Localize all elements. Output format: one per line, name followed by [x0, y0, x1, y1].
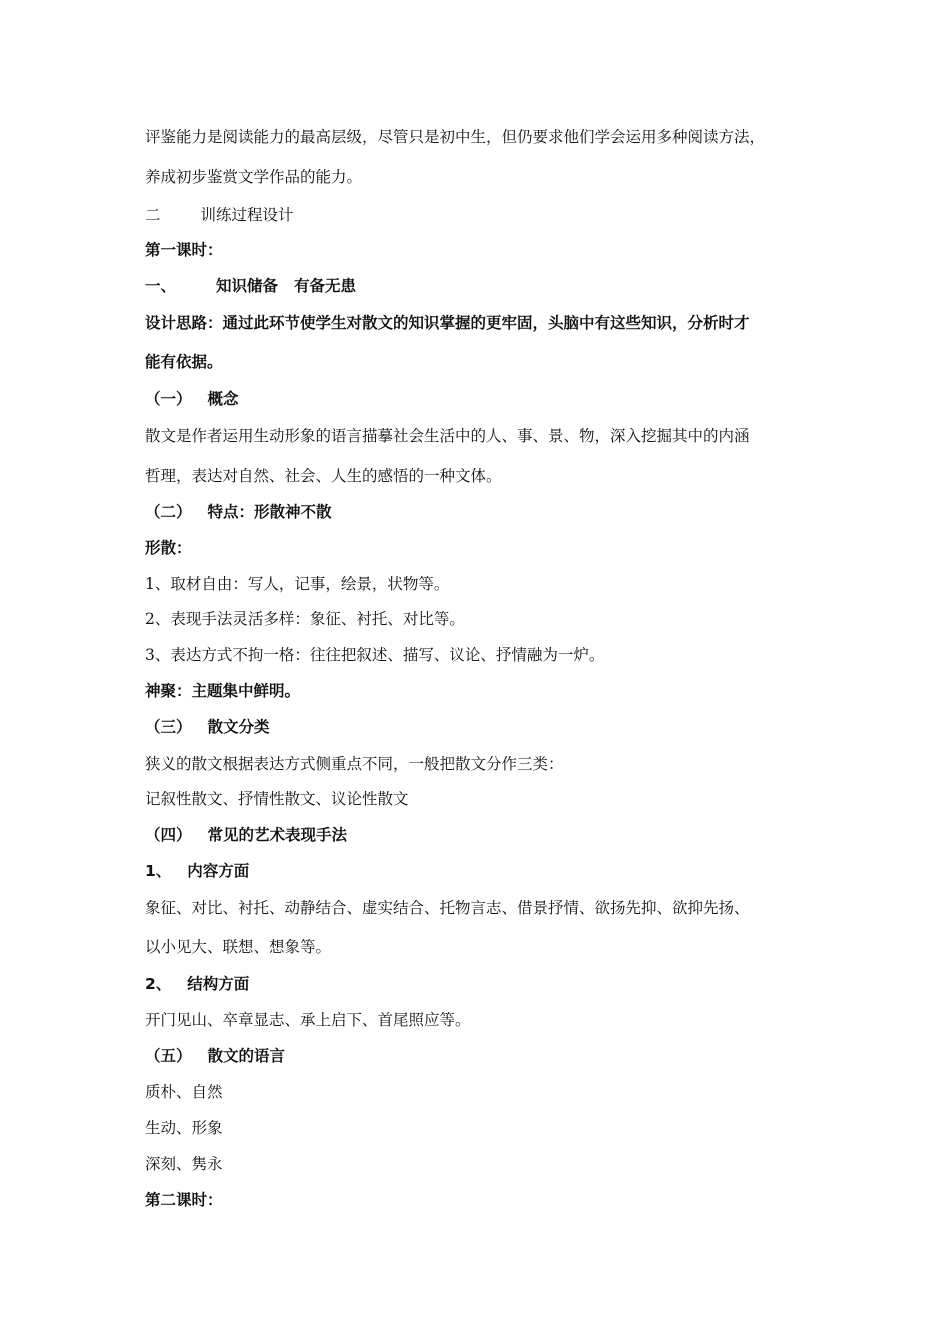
language-item-3: 深刻、隽永: [145, 1155, 223, 1173]
intro-line-2: 养成初步鉴赏文学作品的能力。: [145, 168, 363, 186]
subsection-4-number: （四）: [145, 826, 192, 844]
section-2-heading: [145, 205, 294, 225]
subsection-2-heading: [145, 502, 332, 522]
subsection-2-number: （二）: [145, 503, 192, 521]
subsection-4-heading: [145, 825, 347, 845]
subsection-5-heading: [145, 1046, 285, 1066]
feature-3: 3、表达方式不拘一格：往往把叙述、描写、议论、抒情融为一炉。: [145, 646, 605, 664]
section-2-number: 二: [145, 206, 161, 224]
section-2-title: 训练过程设计: [200, 206, 294, 224]
subsection-5-number: （五）: [145, 1047, 192, 1065]
part-1-heading: [145, 276, 356, 296]
concept-line-2: 哲理，表达对自然、社会、人生的感悟的一种文体。: [145, 467, 502, 485]
shenju-line: 神聚：主题集中鲜明。: [145, 682, 301, 700]
intro-line-1: 评鉴能力是阅读能力的最高层级，尽管只是初中生，但仍要求他们学会运用多种阅读方法，: [145, 128, 766, 146]
part-1-title-a: 知识储备: [216, 277, 279, 295]
part-1-number: 一、: [145, 277, 177, 295]
subsection-3-heading: [145, 717, 270, 737]
lesson-1-heading: 第一课时：: [145, 241, 223, 259]
subsection-1-heading: [145, 389, 239, 409]
classification-line-2: 记叙性散文、抒情性散文、议论性散文: [145, 790, 409, 808]
structure-aspect-number: 2、: [145, 975, 172, 993]
concept-line-1: 散文是作者运用生动形象的语言描摹社会生活中的人、事、景、物，深入挖掘其中的内涵: [145, 427, 750, 445]
subsection-1-title: 概念: [207, 390, 239, 408]
language-item-1: 质朴、自然: [145, 1083, 223, 1101]
content-line-2: 以小见大、联想、想象等。: [145, 938, 332, 956]
structure-aspect-heading: [145, 974, 249, 994]
lesson-2-heading: 第二课时：: [145, 1191, 223, 1209]
language-item-2: 生动、形象: [145, 1119, 223, 1137]
part-1-title-b: 有备无患: [294, 277, 357, 295]
xingsan-label: 形散：: [145, 539, 192, 557]
design-line-1: 设计思路：通过此环节使学生对散文的知识掌握的更牢固，头脑中有这些知识，分析时才: [145, 314, 750, 332]
subsection-1-number: （一）: [145, 390, 192, 408]
structure-aspect-title: 结构方面: [187, 975, 250, 993]
subsection-4-title: 常见的艺术表现手法: [207, 826, 348, 844]
content-aspect-title: 内容方面: [187, 862, 250, 880]
structure-line: 开门见山、卒章显志、承上启下、首尾照应等。: [145, 1011, 471, 1029]
subsection-2-title: 特点：形散神不散: [207, 503, 332, 521]
content-aspect-heading: [145, 861, 249, 881]
design-line-2: 能有依据。: [145, 353, 223, 371]
classification-line-1: 狭义的散文根据表达方式侧重点不同，一般把散文分作三类：: [145, 755, 564, 773]
subsection-3-title: 散文分类: [207, 718, 270, 736]
feature-1: 1、取材自由：写人，记事，绘景，状物等。: [145, 575, 450, 593]
content-aspect-number: 1、: [145, 862, 172, 880]
subsection-5-title: 散文的语言: [207, 1047, 286, 1065]
subsection-3-number: （三）: [145, 718, 192, 736]
feature-2: 2、表现手法灵活多样：象征、衬托、对比等。: [145, 610, 465, 628]
content-line-1: 象征、对比、衬托、动静结合、虚实结合、托物言志、借景抒情、欲扬先抑、欲抑先扬、: [145, 899, 750, 917]
